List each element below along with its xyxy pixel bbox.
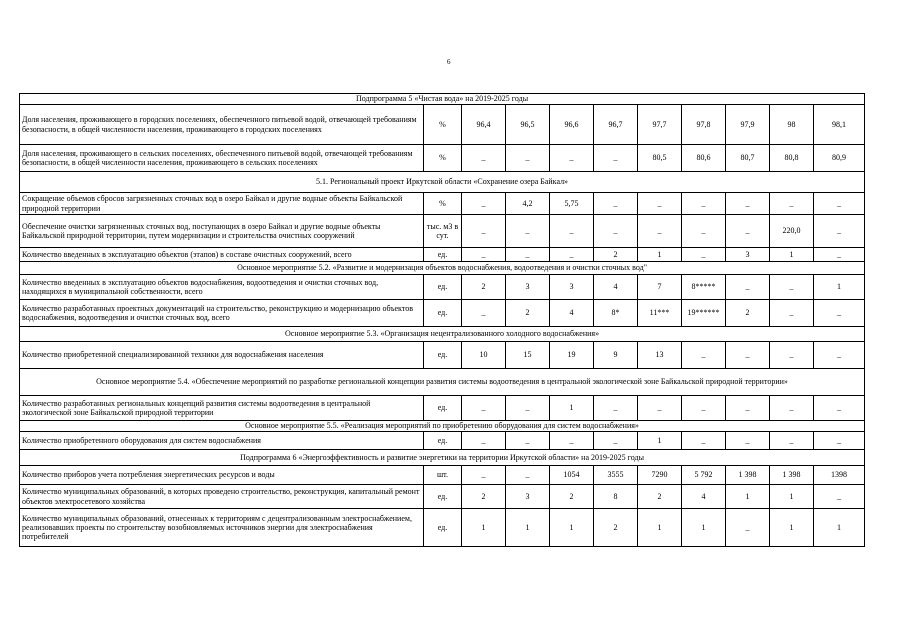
value-cell: 1398 — [814, 466, 865, 485]
value-cell: 98,1 — [814, 105, 865, 145]
value-cell: 80,9 — [814, 145, 865, 172]
section-title: 5.1. Региональный проект Иркутской области «Сохранение озера Байкал» — [20, 172, 865, 193]
value-cell: _ — [638, 193, 682, 215]
value-cell: _ — [462, 248, 506, 262]
value-cell: _ — [550, 432, 594, 450]
indicator-label: Количество разработанных проектных документаций на строительство, реконструкцию и модернизацию объектов водоснабжения, водоотведения и очистки сточных вод, всего — [20, 300, 424, 327]
value-cell: _ — [726, 509, 770, 547]
value-cell: 3 — [506, 485, 550, 509]
value-cell: _ — [550, 248, 594, 262]
value-cell: _ — [594, 396, 638, 421]
table-row — [20, 485, 865, 509]
value-cell: 4,2 — [506, 193, 550, 215]
value-cell: 1 — [682, 509, 726, 547]
indicator-label: Количество муниципальных образований, в которых проведено строительство, реконструкция, капитальный ремонт объектов электросетевого хозяйства — [20, 485, 424, 509]
value-cell: 97,9 — [726, 105, 770, 145]
section-header-row — [20, 421, 865, 432]
table-row — [20, 105, 865, 145]
value-cell: 19****** — [682, 300, 726, 327]
unit-cell: ед. — [424, 275, 462, 300]
value-cell: _ — [506, 248, 550, 262]
table-row — [20, 145, 865, 172]
value-cell: 1 — [550, 509, 594, 547]
value-cell: 3 — [506, 275, 550, 300]
section-title: Подпрограмма 6 «Энергоэффективность и развитие энергетики на территории Иркутской области» на 2019-2025 годы — [20, 450, 865, 466]
section-header-row — [20, 450, 865, 466]
value-cell: _ — [462, 215, 506, 248]
value-cell: 96,7 — [594, 105, 638, 145]
value-cell: 2 — [594, 248, 638, 262]
value-cell: _ — [726, 275, 770, 300]
value-cell: 1 — [638, 432, 682, 450]
unit-cell: ед. — [424, 509, 462, 547]
unit-cell: % — [424, 145, 462, 172]
value-cell: _ — [814, 193, 865, 215]
value-cell: 3 — [550, 275, 594, 300]
value-cell: _ — [726, 396, 770, 421]
value-cell: 1 398 — [770, 466, 814, 485]
value-cell: _ — [814, 485, 865, 509]
indicator-label: Обеспечение очистки загрязненных сточных вод, поступающих в озеро Байкал и другие водные объекты Байкальской природной территории, путем модернизации и строительства очистных сооружений — [20, 215, 424, 248]
value-cell: _ — [594, 432, 638, 450]
value-cell: 1 — [770, 248, 814, 262]
unit-cell: % — [424, 105, 462, 145]
section-header-row — [20, 369, 865, 396]
value-cell: 1 — [814, 275, 865, 300]
value-cell: 220,0 — [770, 215, 814, 248]
value-cell: 4 — [550, 300, 594, 327]
unit-cell: ед. — [424, 300, 462, 327]
value-cell: 2 — [462, 485, 506, 509]
unit-cell: ед. — [424, 485, 462, 509]
section-header-row — [20, 172, 865, 193]
indicators-table — [19, 93, 865, 547]
indicator-label: Доля населения, проживающего в городских поселениях, обеспеченного питьевой водой, отвечающей требованиям безопасности, в общей численности населения, проживающего в городских поселениях — [20, 105, 424, 145]
value-cell: _ — [726, 432, 770, 450]
value-cell: 4 — [682, 485, 726, 509]
value-cell: _ — [462, 145, 506, 172]
value-cell: 3555 — [594, 466, 638, 485]
value-cell: 80,8 — [770, 145, 814, 172]
value-cell: _ — [814, 396, 865, 421]
value-cell: _ — [638, 396, 682, 421]
value-cell: _ — [462, 300, 506, 327]
value-cell: _ — [682, 248, 726, 262]
value-cell: _ — [462, 396, 506, 421]
page-number: 6 — [447, 58, 451, 66]
value-cell: 2 — [638, 485, 682, 509]
value-cell: 1 — [770, 509, 814, 547]
value-cell: 1 — [638, 248, 682, 262]
value-cell: _ — [682, 215, 726, 248]
section-title: Основное мероприятие 5.5. «Реализация мероприятий по приобретению оборудования для систем водоснабжения» — [20, 421, 865, 432]
value-cell: 1 — [506, 509, 550, 547]
section-title: Основное мероприятие 5.4. «Обеспечение мероприятий по разработке региональной концепции развития системы водоотведения в центральной экологической зоне Байкальской природной территории» — [20, 369, 865, 396]
unit-cell: шт. — [424, 466, 462, 485]
value-cell: _ — [770, 396, 814, 421]
value-cell: 3 — [726, 248, 770, 262]
value-cell: 1 — [814, 509, 865, 547]
value-cell: _ — [682, 432, 726, 450]
value-cell: 8***** — [682, 275, 726, 300]
value-cell: 96,5 — [506, 105, 550, 145]
unit-cell: % — [424, 193, 462, 215]
value-cell: _ — [506, 432, 550, 450]
value-cell: 2 — [550, 485, 594, 509]
table-row — [20, 300, 865, 327]
value-cell: _ — [814, 300, 865, 327]
value-cell: _ — [726, 342, 770, 369]
value-cell: _ — [550, 145, 594, 172]
value-cell: 11*** — [638, 300, 682, 327]
value-cell: _ — [638, 215, 682, 248]
value-cell: 9 — [594, 342, 638, 369]
value-cell: 97,7 — [638, 105, 682, 145]
value-cell: 19 — [550, 342, 594, 369]
unit-cell: тыс. м3 в сут. — [424, 215, 462, 248]
section-header-row — [20, 262, 865, 275]
value-cell: 1 — [726, 485, 770, 509]
table-row — [20, 342, 865, 369]
section-header-row — [20, 94, 865, 105]
value-cell: _ — [550, 215, 594, 248]
table-row — [20, 509, 865, 547]
value-cell: _ — [682, 396, 726, 421]
value-cell: 1 — [638, 509, 682, 547]
value-cell: _ — [594, 193, 638, 215]
value-cell: 1 398 — [726, 466, 770, 485]
unit-cell: ед. — [424, 396, 462, 421]
value-cell: _ — [682, 342, 726, 369]
value-cell: 80,5 — [638, 145, 682, 172]
indicator-label: Количество приобретенной специализированной техники для водоснабжения населения — [20, 342, 424, 369]
value-cell: 2 — [506, 300, 550, 327]
table-row — [20, 275, 865, 300]
unit-cell: ед. — [424, 248, 462, 262]
value-cell: _ — [770, 275, 814, 300]
value-cell: 4 — [594, 275, 638, 300]
indicator-label: Количество разработанных региональных концепций развития системы водоотведения в центральной экологической зоне Байкальской природной территории — [20, 396, 424, 421]
value-cell: 2 — [594, 509, 638, 547]
value-cell: 80,7 — [726, 145, 770, 172]
value-cell: 1 — [770, 485, 814, 509]
value-cell: 1 — [550, 396, 594, 421]
value-cell: 97,8 — [682, 105, 726, 145]
value-cell: 10 — [462, 342, 506, 369]
value-cell: 5,75 — [550, 193, 594, 215]
table-row — [20, 396, 865, 421]
table-row — [20, 215, 865, 248]
value-cell: 96,4 — [462, 105, 506, 145]
value-cell: _ — [506, 396, 550, 421]
value-cell: _ — [770, 300, 814, 327]
value-cell: _ — [814, 432, 865, 450]
value-cell: 1 — [462, 509, 506, 547]
indicator-label: Количество муниципальных образований, отнесенных к территориям с децентрализованным электроснабжением, реализовавших проекты по строительству возобновляемых источников энергии для электроснабжения потребителей — [20, 509, 424, 547]
value-cell: 8 — [594, 485, 638, 509]
value-cell: 13 — [638, 342, 682, 369]
section-title: Подпрограмма 5 «Чистая вода» на 2019-2025 годы — [20, 94, 865, 105]
value-cell: _ — [726, 215, 770, 248]
value-cell: 2 — [462, 275, 506, 300]
value-cell: _ — [594, 145, 638, 172]
value-cell: 96,6 — [550, 105, 594, 145]
value-cell: _ — [506, 466, 550, 485]
value-cell: _ — [682, 193, 726, 215]
table-row — [20, 466, 865, 485]
value-cell: 8* — [594, 300, 638, 327]
value-cell: 1054 — [550, 466, 594, 485]
indicator-label: Количество приобретенного оборудования для систем водоснабжения — [20, 432, 424, 450]
indicator-label: Сокращение объемов сбросов загрязненных сточных вод в озеро Байкал и другие водные объекты Байкальской природной территории — [20, 193, 424, 215]
value-cell: _ — [462, 432, 506, 450]
unit-cell: ед. — [424, 432, 462, 450]
value-cell: _ — [814, 342, 865, 369]
table-row — [20, 248, 865, 262]
value-cell: _ — [770, 193, 814, 215]
value-cell: _ — [770, 342, 814, 369]
value-cell: _ — [814, 215, 865, 248]
section-title: Основное мероприятие 5.3. «Организация нецентрализованного холодного водоснабжения» — [20, 327, 865, 342]
value-cell: _ — [770, 432, 814, 450]
value-cell: 7290 — [638, 466, 682, 485]
value-cell: _ — [462, 466, 506, 485]
value-cell: _ — [462, 193, 506, 215]
table-row — [20, 432, 865, 450]
unit-cell: ед. — [424, 342, 462, 369]
value-cell: _ — [814, 248, 865, 262]
value-cell: 98 — [770, 105, 814, 145]
value-cell: 80,6 — [682, 145, 726, 172]
section-title: Основное мероприятие 5.2. «Развитие и модернизация объектов водоснабжения, водоотведения и очистки сточных вод" — [20, 262, 865, 275]
value-cell: _ — [506, 145, 550, 172]
indicator-label: Количество введенных в эксплуатацию объектов (этапов) в составе очистных сооружений, всего — [20, 248, 424, 262]
indicator-label: Количество введенных в эксплуатацию объектов водоснабжения, водоотведения и очистки сточных вод, находящихся в муниципальной собственности, всего — [20, 275, 424, 300]
indicator-label: Количество приборов учета потребления энергетических ресурсов и воды — [20, 466, 424, 485]
value-cell: _ — [726, 193, 770, 215]
value-cell: 2 — [726, 300, 770, 327]
value-cell: 7 — [638, 275, 682, 300]
indicator-label: Доля населения, проживающего в сельских поселениях, обеспеченного питьевой водой, отвечающей требованиям безопасности, в общей численности населения, проживающего в сельских поселениях — [20, 145, 424, 172]
value-cell: _ — [506, 215, 550, 248]
value-cell: 15 — [506, 342, 550, 369]
value-cell: _ — [594, 215, 638, 248]
section-header-row — [20, 327, 865, 342]
table-row — [20, 193, 865, 215]
value-cell: 5 792 — [682, 466, 726, 485]
